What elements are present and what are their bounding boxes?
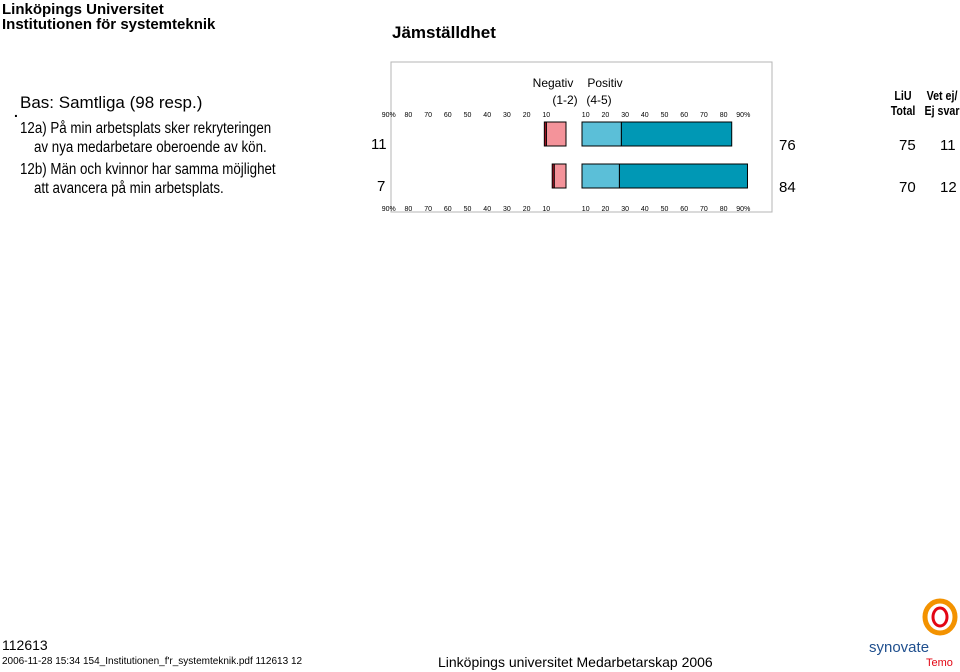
bar-12a-positive-5 xyxy=(621,122,731,146)
tick-label: 50 xyxy=(660,112,669,119)
tick-label: 60 xyxy=(680,112,689,119)
tick-label: 10 xyxy=(542,206,551,213)
bars-group xyxy=(544,122,747,188)
footer-survey: Linköpings universitet Medarbetarskap 2006 xyxy=(438,654,713,670)
tick-label: 80 xyxy=(404,206,413,213)
vetej-12b: 12 xyxy=(940,179,957,196)
question-12b-line1: 12b) Män och kvinnor har samma möjlighet xyxy=(20,161,276,178)
logo-sub-text: Temo xyxy=(926,657,953,669)
tick-label: 60 xyxy=(680,206,689,213)
legend-positive-range: (4-5) xyxy=(586,93,612,107)
tick-label: 60 xyxy=(443,112,452,119)
tick-label: 70 xyxy=(700,206,708,213)
vetej-12a: 11 xyxy=(940,137,956,154)
bar-12a-negative-1 xyxy=(544,122,546,146)
tick-label: 20 xyxy=(601,112,610,119)
liu-header-line1: LiU xyxy=(894,88,912,103)
logo-inner-ring-icon xyxy=(933,608,947,626)
negative-total-12a: 11 xyxy=(371,136,387,153)
tick-label: 20 xyxy=(601,206,610,213)
bar-12a-positive-4 xyxy=(582,122,621,146)
tick-label: 20 xyxy=(522,112,531,119)
negative-total-12b: 7 xyxy=(377,178,386,195)
tick-label: 90% xyxy=(736,112,751,119)
bar-12b-negative-1 xyxy=(552,164,554,188)
tick-label: 90% xyxy=(381,206,396,213)
marker-dot: . xyxy=(14,104,18,120)
tick-label: 70 xyxy=(424,112,432,119)
vetej-header-line2: Ej svar xyxy=(924,103,960,118)
tick-label: 70 xyxy=(424,206,432,213)
tick-label: 30 xyxy=(621,206,629,213)
bar-12b-positive-5 xyxy=(619,164,747,188)
question-12a-line2: av nya medarbetare oberoende av kön. xyxy=(34,139,267,156)
tick-label: 20 xyxy=(522,206,531,213)
tick-label: 70 xyxy=(700,112,708,119)
tick-label: 30 xyxy=(503,206,511,213)
tick-label: 30 xyxy=(503,112,511,119)
positive-total-12a: 76 xyxy=(779,137,796,154)
bar-12a-negative-2 xyxy=(546,122,566,146)
positive-total-12b: 84 xyxy=(779,179,796,196)
legend-negative-label: Negativ xyxy=(532,76,574,90)
question-12a-line1: 12a) På min arbetsplats sker rekryteringen xyxy=(20,120,272,137)
legend-negative-range: (1-2) xyxy=(552,93,578,107)
university-name: Linköpings Universitet xyxy=(2,1,164,18)
liu-total-12b: 70 xyxy=(899,179,916,196)
tick-label: 10 xyxy=(581,206,590,213)
tick-label: 80 xyxy=(719,112,728,119)
bar-12b-negative-2 xyxy=(554,164,566,188)
bar-12b-positive-4 xyxy=(582,164,619,188)
institution-name: Institutionen för systemteknik xyxy=(2,16,216,33)
base-label: Bas: Samtliga (98 resp.) xyxy=(20,93,203,112)
legend-positive-label: Positiv xyxy=(587,76,623,90)
tick-label: 50 xyxy=(463,206,472,213)
liu-total-12a: 75 xyxy=(899,137,916,154)
tick-label: 10 xyxy=(542,112,551,119)
tick-label: 30 xyxy=(621,112,629,119)
question-12b-line2: att avancera på min arbetsplats. xyxy=(34,180,224,197)
tick-label: 80 xyxy=(719,206,728,213)
tick-label: 60 xyxy=(443,206,452,213)
tick-label: 50 xyxy=(463,112,472,119)
logo-ring-icon xyxy=(925,601,955,633)
tick-label: 40 xyxy=(640,206,649,213)
synovate-logo xyxy=(866,598,960,672)
tick-label: 10 xyxy=(581,112,590,119)
tick-label: 40 xyxy=(483,112,492,119)
tick-label: 40 xyxy=(640,112,649,119)
footer-file-line: 2006-11-28 15:34 154_Institutionen_f'r_systemteknik.pdf 112613 12 xyxy=(2,656,303,667)
axis-top xyxy=(382,112,751,119)
tick-label: 40 xyxy=(483,206,492,213)
tick-label: 90% xyxy=(381,112,396,119)
vetej-header-line1: Vet ej/ xyxy=(926,88,958,103)
logo-brand-text: synovate xyxy=(869,639,930,656)
footer-code: 112613 xyxy=(2,637,48,653)
tick-label: 80 xyxy=(404,112,413,119)
liu-header-line2: Total xyxy=(890,103,916,118)
diverging-bar-chart xyxy=(0,0,960,240)
tick-label: 50 xyxy=(660,206,669,213)
tick-label: 90% xyxy=(736,206,751,213)
page-title: Jämställdhet xyxy=(392,23,496,42)
